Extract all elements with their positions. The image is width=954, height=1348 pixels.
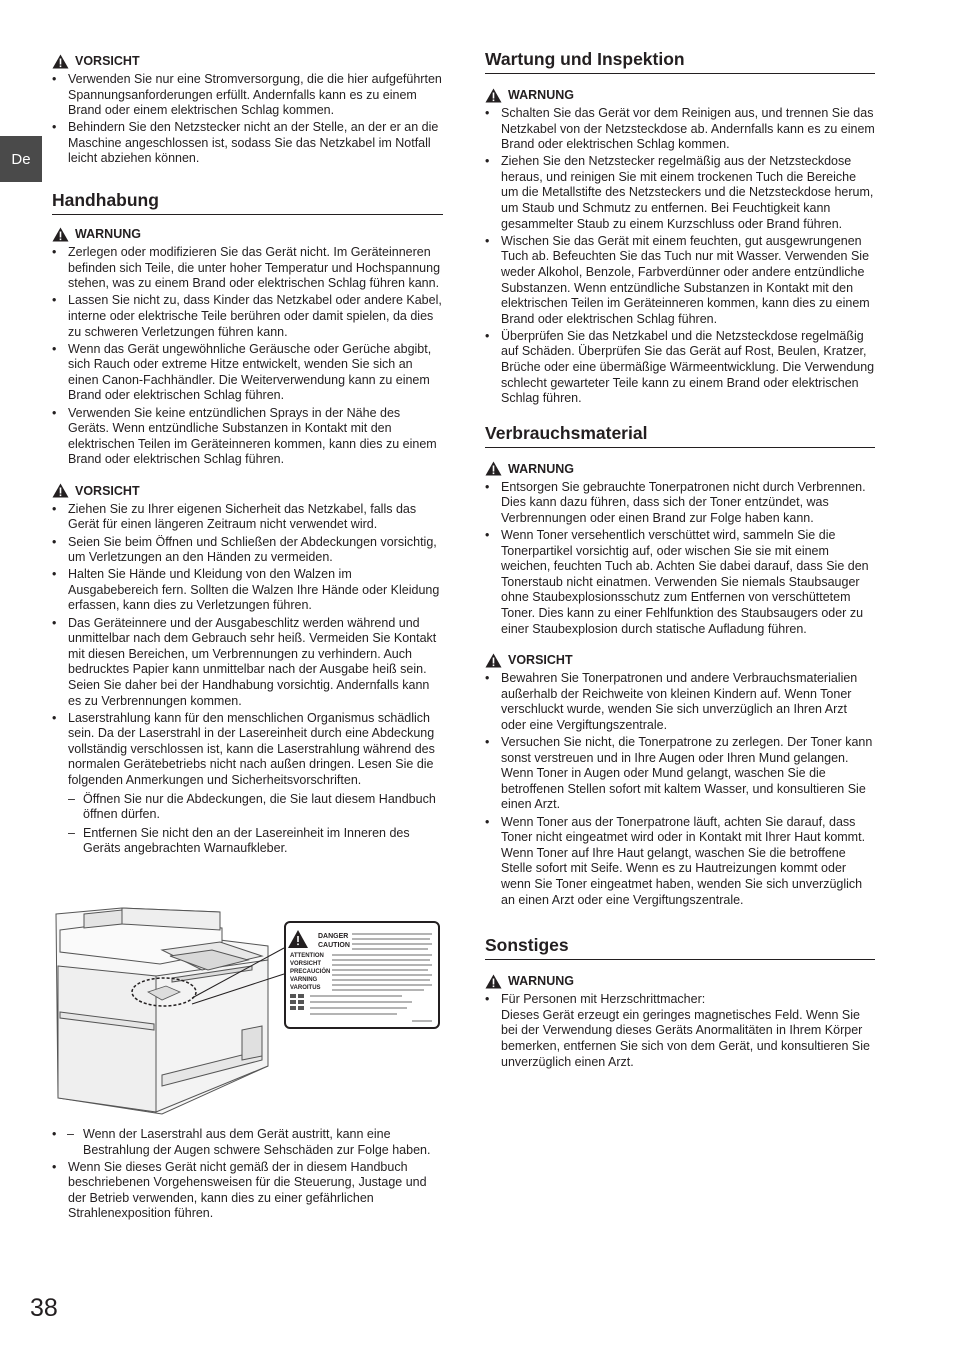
printer-laser-label-figure bbox=[52, 900, 444, 1122]
dash-item: – Öffnen Sie nur die Abdeckungen, die Sie laut diesem Handbuch öffnen dürfen. bbox=[68, 792, 443, 823]
laser-dash-list bbox=[68, 792, 443, 857]
label-varoitus: VAROITUS bbox=[290, 985, 321, 991]
list-item: • Verwenden Sie nur eine Stromversorgung, die die hier aufgeführten Spannungsanforderungen erfüllt. Andernfalls kann es zu einem Brand oder einem elektrischen Schlag kommen. bbox=[52, 72, 443, 119]
section-title-handhabung: Handhabung bbox=[52, 189, 443, 215]
warning-triangle-icon bbox=[52, 54, 69, 69]
notice-label: VORSICHT bbox=[75, 54, 140, 68]
list-item: • Zerlegen oder modifizieren Sie das Gerät nicht. Im Geräteinneren befinden sich Teile, die unter hoher Temperatur und Hochspannung stehen, was zu einem Brand oder elektrischen Schlag führen kann. bbox=[52, 245, 443, 292]
section-title-sonstiges: Sonstiges bbox=[485, 934, 875, 960]
label-precaucion: PRECAUCIÓN bbox=[290, 969, 331, 975]
warning-triangle-icon bbox=[485, 653, 502, 668]
dash-mark: • – bbox=[67, 1127, 74, 1141]
notice-label: WARNUNG bbox=[508, 461, 574, 476]
right-column bbox=[485, 48, 875, 1072]
caution-notice bbox=[485, 651, 875, 669]
caution-notice bbox=[52, 482, 443, 500]
list-item: • Überprüfen Sie das Netzkabel und die Netzsteckdose regelmäßig auf Schäden. Überprüfen Sie das Gerät auf Rost, Beulen, Kratzer, Brüche oder eine übermäßige Wärmeentwicklung. Die Verwendung schlecht gewarteter Teile kann zu einem Brand oder elektrischen Schlag führen. bbox=[485, 329, 875, 407]
language-tab: De bbox=[0, 136, 42, 182]
printer-illustration bbox=[52, 900, 444, 1122]
list-item bbox=[485, 992, 875, 1070]
verbrauch-warning-list bbox=[485, 480, 875, 637]
wartung-list bbox=[485, 106, 875, 407]
notice-label: WARNUNG bbox=[75, 227, 141, 242]
sonstiges-list bbox=[485, 992, 875, 1070]
list-item: • Entsorgen Sie gebrauchte Tonerpatronen nicht durch Verbrennen. Dies kann dazu führen, dass sich der Toner entzündet, was Verbrennungen oder einen Brand zur Folge haben kann. bbox=[485, 480, 875, 527]
list-item: • Halten Sie Hände und Kleidung von den Walzen im Ausgabebereich fern. Sollten die Walzen Ihre Hände oder Kleidung erfassen, kann dies zu Verletzungen führen. bbox=[52, 567, 443, 614]
warning-notice bbox=[485, 460, 875, 478]
verbrauch-caution-list bbox=[485, 671, 875, 908]
label-caution: CAUTION bbox=[318, 942, 350, 949]
item-heading: • Für Personen mit Herzschrittmacher: bbox=[501, 992, 706, 1007]
warning-notice bbox=[485, 972, 875, 990]
notice-label: VORSICHT bbox=[508, 653, 573, 668]
handhabung-caution-list bbox=[52, 502, 443, 857]
warning-triangle-icon bbox=[52, 227, 69, 242]
list-item: • Wenn Toner aus der Tonerpatrone läuft, achten Sie darauf, dass Toner nicht eingeatmet wird oder in Kontakt mit Ihrer Haut kommt. Wenn Toner auf Ihre Haut gelangt, waschen Sie die betroffene Stelle sofort mit Seife. Wenn es zu Hautreizungen kommt oder wenn Sie Toner eingeatmet haben, wenden Sie sich unverzüglich an einen Arzt oder eine Vergiftungszentrale. bbox=[485, 815, 875, 909]
label-varning: VARNING bbox=[290, 977, 318, 983]
list-item: • Lassen Sie nicht zu, dass Kinder das Netzkabel oder andere Kabel, interne oder elektrische Teile berühren oder damit spielen, da dies zu schweren Verletzungen führen kann. bbox=[52, 293, 443, 340]
label-danger: DANGER bbox=[318, 933, 349, 940]
warning-triangle-icon bbox=[485, 461, 502, 476]
list-item: • Bewahren Sie Tonerpatronen und andere Verbrauchsmaterialien außerhalb der Reichweite von kleinen Kindern auf. Wenn Toner verschluckt wurde, wenden Sie sich unverzüglich an Ihren Arzt oder eine Vergiftungszentrale. bbox=[485, 671, 875, 733]
after-figure-list bbox=[52, 1127, 443, 1222]
dash-item: – Entfernen Sie nicht den an der Lasereinheit im Inneren des Geräts angebrachten Warnaufkleber. bbox=[68, 826, 443, 857]
section-title-wartung: Wartung und Inspektion bbox=[485, 48, 875, 74]
list-item: • Ziehen Sie zu Ihrer eigenen Sicherheit das Netzkabel, falls das Gerät für einen längeren Zeitraum nicht verwendet wird. bbox=[52, 502, 443, 533]
dash-text: Wenn der Laserstrahl aus dem Gerät austritt, kann eine Bestrahlung der Augen schwere Sehschäden zur Folge haben. bbox=[83, 1127, 431, 1157]
list-item: • Wenn Toner versehentlich verschüttet wird, sammeln Sie die Tonerpartikel vorsichtig auf, oder wischen Sie sie mit einem weichen, feuchten Tuch ab. Achten Sie dabei darauf, dass Sie den Tonerstaub nicht einatmen. Verwenden Sie niemals Staubsauger ohne Staubexplosionsschutz zum Entfernen von verschüttetem Toner. Dies kann zu einer Fehlfunktion des Staubsaugers oder zu einer Staubexplosion durch statische Aufladung führen. bbox=[485, 528, 875, 637]
notice-label: VORSICHT bbox=[75, 483, 140, 498]
label-vorsicht: VORSICHT bbox=[290, 961, 322, 967]
handhabung-warning-list bbox=[52, 245, 443, 468]
intro-list bbox=[52, 72, 443, 167]
list-item: • Das Geräteinnere und der Ausgabeschlitz werden während und unmittelbar nach dem Gebrauch sehr heiß. Vermeiden Sie Kontakt mit diesen Bereichen, um Verbrennungen zu verhindern. Auch bedrucktes Papier kann unmittelbar nach der Ausgabe heiß sein. Seien Sie daher bei der Handhabung vorsichtig. Andernfalls kann es zu Verbrennungen kommen. bbox=[52, 616, 443, 710]
warning-notice bbox=[485, 86, 875, 104]
page-number: 38 bbox=[30, 1294, 58, 1322]
list-item: • Ziehen Sie den Netzstecker regelmäßig aus der Netzsteckdose heraus, und reinigen Sie mit einem trockenen Tuch die Bereiche um die Metallstifte des Netzsteckers und die Netzsteckdose herum, um Staub und Schmutz zu entfernen. Bei Feuchtigkeit kann gesammelter Staub zu einem Kurzschluss oder Brand führen. bbox=[485, 154, 875, 232]
item-body: Dieses Gerät erzeugt ein geringes magnetisches Feld. Wenn Sie bei der Verwendung dieses Geräts Anormalitäten in Ihrem Körper bemerken, entfernen Sie sich von dem Gerät, und konsultieren Sie unverzüglich einen Arzt. bbox=[501, 1007, 870, 1069]
list-item: • Wischen Sie das Gerät mit einem feuchten, gut ausgewrungenen Tuch ab. Befeuchten Sie das Tuch nur mit Wasser. Verwenden Sie weder Alkohol, Benzole, Farbverdünner oder andere entzündliche Substanzen. Wenn entzündliche Substanzen in Kontakt mit den elektrischen Teilen im Geräteinneren kommen, kann dies zu einem Brand oder elektrischen Schlag führen. bbox=[485, 234, 875, 328]
list-item: • Wenn das Gerät ungewöhnliche Geräusche oder Gerüche abgibt, sich Rauch oder extreme Hitze entwickelt, wenden Sie sich an einen Canon-Fachhändler. Die Weiterverwendung kann zu einem Brand oder elektrischen Schlag führen. bbox=[52, 342, 443, 404]
dash-item bbox=[52, 1127, 443, 1158]
notice-label: WARNUNG bbox=[508, 88, 574, 102]
list-item: • Versuchen Sie nicht, die Tonerpatrone zu zerlegen. Der Toner kann sonst verstreuen und in Ihre Augen oder Ihren Mund gelangen. Wenn Toner in Augen oder Mund gelangt, waschen Sie die betroffenen Stellen sofort mit kaltem Wasser, und konsultieren Sie einen Arzt. bbox=[485, 735, 875, 813]
caution-notice bbox=[52, 52, 443, 70]
list-item: • Verwenden Sie keine entzündlichen Sprays in der Nähe des Geräts. Wenn entzündliche Substanzen in Kontakt mit den elektrischen Teilen im Geräteinneren kommen, kann dies zu einem Brand oder elektrischen Schlag führen. bbox=[52, 406, 443, 468]
warning-triangle-icon bbox=[52, 483, 69, 498]
list-item: • Behindern Sie den Netzstecker nicht an der Stelle, an der er an die Maschine angeschlossen ist, sodass Sie das Netzkabel im Notfall leicht abziehen können. bbox=[52, 120, 443, 167]
list-item: • Schalten Sie das Gerät vor dem Reinigen aus, und trennen Sie das Netzkabel von der Netzsteckdose ab. Andernfalls kann es zu einem Brand oder elektrischen Schlag kommen. bbox=[485, 106, 875, 153]
left-column bbox=[52, 52, 443, 860]
section-title-verbrauchsmaterial: Verbrauchsmaterial bbox=[485, 422, 875, 448]
warning-triangle-icon bbox=[485, 974, 502, 989]
laser-text: Laserstrahlung kann für den menschlichen Organismus schädlich sein. Da der Laserstrahl in der Lasereinheit durch eine Abdeckung vollständig verschlossen ist, kann die Laserstrahlung während des normalen Gerätebetriebs nicht nach außen dringen. Lesen Sie die folgenden Anmerkungen und Sicherheitsvorschriften. bbox=[68, 710, 435, 787]
warning-triangle-icon bbox=[485, 88, 502, 103]
label-attention: ATTENTION bbox=[290, 953, 324, 959]
list-item bbox=[52, 711, 443, 857]
after-figure-text bbox=[52, 1127, 443, 1224]
warning-notice bbox=[52, 225, 443, 243]
notice-label: WARNUNG bbox=[508, 974, 574, 989]
list-item: • Seien Sie beim Öffnen und Schließen der Abdeckungen vorsichtig, um Verletzungen an den Händen zu vermeiden. bbox=[52, 535, 443, 566]
list-item: • Wenn Sie dieses Gerät nicht gemäß der in diesem Handbuch beschriebenen Vorgehensweisen für die Steuerung, Justage und der Betrieb verwenden, kann dies zu einer gefährlichen Strahlenexposition führen. bbox=[52, 1160, 443, 1222]
